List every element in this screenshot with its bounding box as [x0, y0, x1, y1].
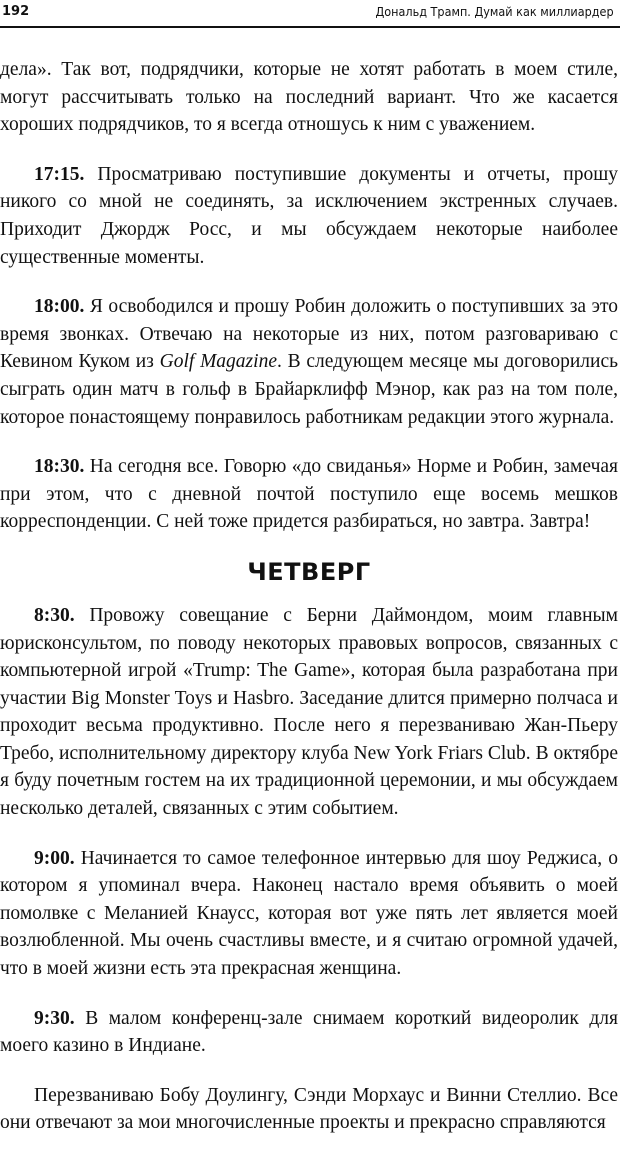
entry-text: Начинается то самое телефонное интервью для шоу Реджиса, о котором я упоминал вчера. Наконец настало время объявить о моей помолвке с Меланией Кнаусс, которая вот уже пять лет является моей возлюбленной. Мы очень счастливы вместе, и я считаю огромной удачей, что в моей жизни есть эта прекрасная женщина.: [0, 847, 618, 980]
entry-time: 17:15.: [34, 163, 85, 185]
entry-time: 18:00.: [34, 296, 85, 318]
entry-text: Просматриваю поступившие документы и отчеты, прошу никого со мной не соединять, за исключением экстренных случаев. Приходит Джордж Росс, и мы обсуждаем некоторые наиболее существенные моменты.: [0, 163, 618, 268]
entry-0830: [0, 602, 618, 823]
entry-0930: [0, 1005, 618, 1060]
entry-time: 18:30.: [34, 456, 85, 478]
entry-text: Провожу совещание с Берни Даймондом, моим главным юрисконсультом, по поводу некоторых правовых вопросов, связанных с компьютерной игрой «Trump: The Game», которая была разработана при участии Big Monster Toys и Hasbro. Заседание длится примерно полчаса и проходит весьма продуктивно. После него я перезваниваю Жан-Пьеру Требо, исполнительному директору клуба New York Friars Club. В октябре я буду почетным гостем на их традиционной церемонии, и мы обсуждаем несколько деталей, связанных с этим событием.: [0, 604, 618, 820]
entry-time: 9:30.: [34, 1007, 75, 1029]
entry-1800: [0, 293, 618, 431]
entry-time: 9:00.: [34, 847, 75, 869]
header-rule: [0, 26, 620, 28]
running-head: Дональд Трамп. Думай как миллиардер: [375, 4, 614, 19]
section-heading-thursday: ЧЕТВЕРГ: [247, 557, 371, 586]
entry-1830: [0, 453, 618, 536]
intro-paragraph: дела». Так вот, подрядчики, которые не хотят работать в моем стиле, могут рассчитывать только на последний вариант. Что же касается хороших подрядчиков, то я всегда отношусь к ним с уважением.: [0, 59, 618, 136]
entry-1715: [0, 161, 618, 271]
entry-text: На сегодня все. Говорю «до свиданья» Норме и Робин, замечая при этом, что с дневной почтой поступило еще восемь мешков корреспонденции. С ней тоже придется разбираться, но завтра. Завтра!: [0, 456, 618, 533]
entry-0900: [0, 845, 618, 983]
entry-text: . В следующем месяце мы договорились сыграть один матч в гольф в Брайарклифф Мэнор, как раз на том поле, которое понастоящему понравилось работникам редакции этого журнала.: [0, 351, 618, 428]
magazine-title: Golf Magazine: [159, 351, 277, 373]
page-number: 192: [2, 4, 30, 19]
entry-text: В малом конференц-зале снимаем короткий видеоролик для моего казино в Индиане.: [0, 1007, 618, 1057]
entry-time: 8:30.: [34, 604, 75, 626]
entry-text: Я освободился и прошу Робин доложить о поступивших за это время звонках. Отвечаю на некоторые из них, потом разговариваю с Кевином Куком из: [0, 296, 618, 373]
final-paragraph: Перезваниваю Бобу Доулингу, Сэнди Морхаус и Винни Стеллио. Все они отвечают за мои многочисленные проекты и прекрасно справляются: [0, 1084, 618, 1134]
page-body: [0, 56, 618, 1159]
page-header: [0, 0, 620, 24]
